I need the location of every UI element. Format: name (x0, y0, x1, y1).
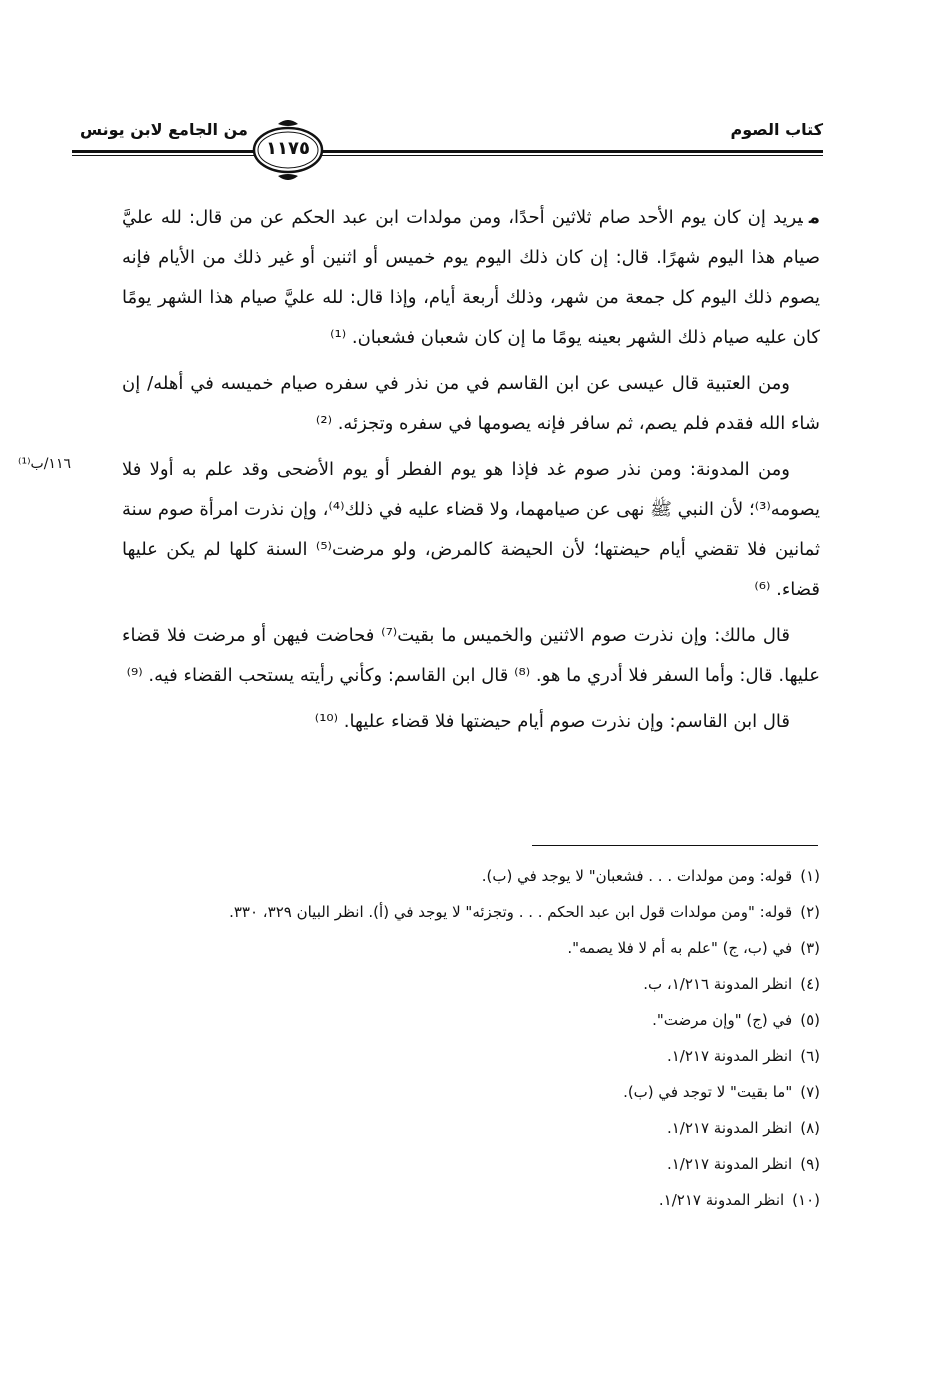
footnote-text: قوله: ومن مولدات . . . فشعبان" لا يوجد في (ب). (481, 867, 793, 885)
footnote-number: (٣) (800, 939, 820, 957)
paragraph-text: قال مالك: وإن نذرت صوم الاثنين والخميس ما بقيت⁽⁷⁾ فحاضت فيهن أو مرضت فلا قضاء عليها. قال: وأما السفر فلا أدري ما هو. ⁽⁸⁾ قال ابن القاسم: وكأني رأيته يستحب القضاء فيه. ⁽⁹⁾ (122, 625, 820, 686)
chapter-title: كتاب الصوم (730, 120, 823, 139)
footnotes (122, 858, 820, 1218)
footnote (122, 1146, 820, 1182)
book-title: من الجامع لابن يونس (80, 120, 248, 139)
footnote-number: (٩) (800, 1155, 820, 1173)
footnote-text: انظر المدونة ١/٢١٧. (658, 1191, 785, 1209)
footnote-number: (٥) (800, 1011, 820, 1029)
footnote-number: (٨) (800, 1119, 820, 1137)
footnote-text: انظر المدونة ١/٢١٧. (666, 1047, 793, 1065)
footnote (122, 930, 820, 966)
footnote-number: (٧) (800, 1083, 820, 1101)
page-number: ١١٧٥ (266, 138, 310, 159)
footnote-number: (٢) (800, 903, 820, 921)
footnote-number: (٤) (800, 975, 820, 993)
footnote (122, 858, 820, 894)
paragraph (122, 702, 820, 742)
footnote-number: (٦) (800, 1047, 820, 1065)
footnote (122, 1074, 820, 1110)
footnote (122, 1002, 820, 1038)
footnote (122, 1182, 820, 1218)
footnote-number: (١) (800, 867, 820, 885)
paragraph-text: يريد إن كان يوم الأحد صام ثلاثين أحدًا، ومن مولدات ابن عبد الحكم عن من قال: لله عليَّ صيام هذا اليوم شهرًا. قال: إن كان ذلك اليوم يوم خميس أو اثنين أو غير ذلك من الأيام فإنه يصوم ذلك اليوم كل جمعة من شهر، وذلك أربعة أيام، وإذا قال: لله عليَّ صيام هذا الشهر يومًا كان عليه صيام ذلك الشهر بعينه يومًا ما إن كان شعبان فشعبان. ⁽¹⁾ (122, 207, 820, 348)
footnote-text: في (ج) "وإن مرضت". (652, 1011, 793, 1029)
footnote (122, 966, 820, 1002)
header-rule (72, 150, 823, 153)
footnote-text: انظر المدونة ١/٢١٦، ب. (643, 975, 793, 993)
footnote-text: في (ب، ج) "علم به أم لا فلا يصمه". (567, 939, 793, 957)
paragraph-text: ومن العتبية قال عيسى عن ابن القاسم في من نذر في سفره صيام خميسه في أهله/ إن شاء الله فقدم فلم يصم، ثم سافر فإنه يصومها في سفره وتجزئه. ⁽²⁾ (122, 373, 820, 434)
margin-folio-note: ١١٦/ب⁽¹⁾ (18, 456, 71, 472)
footnote-text: قوله: "ومن مولدات قول ابن عبد الحكم . . . وتجزئه" لا يوجد في (أ). انظر البيان ٣٢٩، ٣٣٠. (229, 903, 793, 921)
paragraph (122, 616, 820, 696)
paragraph (122, 198, 820, 358)
paragraph (122, 364, 820, 444)
paragraph (122, 450, 820, 610)
footnote-text: انظر المدونة ١/٢١٧. (666, 1119, 793, 1137)
footnote-text: "ما بقيت" لا توجد في (ب). (623, 1083, 793, 1101)
header-rule-thin (72, 155, 823, 156)
footnote (122, 1038, 820, 1074)
paragraph-text: قال ابن القاسم: وإن نذرت صوم أيام حيضتها فلا قضاء عليها. ⁽¹⁰⁾ (314, 711, 790, 732)
footnote (122, 1110, 820, 1146)
paragraph-text: ومن المدونة: ومن نذر صوم غد فإذا هو يوم الفطر أو يوم الأضحى وقد علم به أولا فلا يصومه⁽³⁾؛ لأن النبي ﷺ نهى عن صيامهما، ولا قضاء عليه في ذلك⁽⁴⁾، وإن نذرت امرأة صوم سنة ثمانين فلا تقضي أيام حيضتها؛ لأن الحيضة كالمرض، ولو مرضت⁽⁵⁾ السنة كلها لم يكن عليها قضاء. ⁽⁶⁾ (122, 459, 820, 600)
footnote (122, 894, 820, 930)
footnote-text: انظر المدونة ١/٢١٧. (666, 1155, 793, 1173)
paragraph-lead: م (808, 207, 820, 228)
footnote-rule (532, 845, 818, 846)
main-text (122, 198, 820, 748)
footnote-number: (١٠) (792, 1191, 820, 1209)
